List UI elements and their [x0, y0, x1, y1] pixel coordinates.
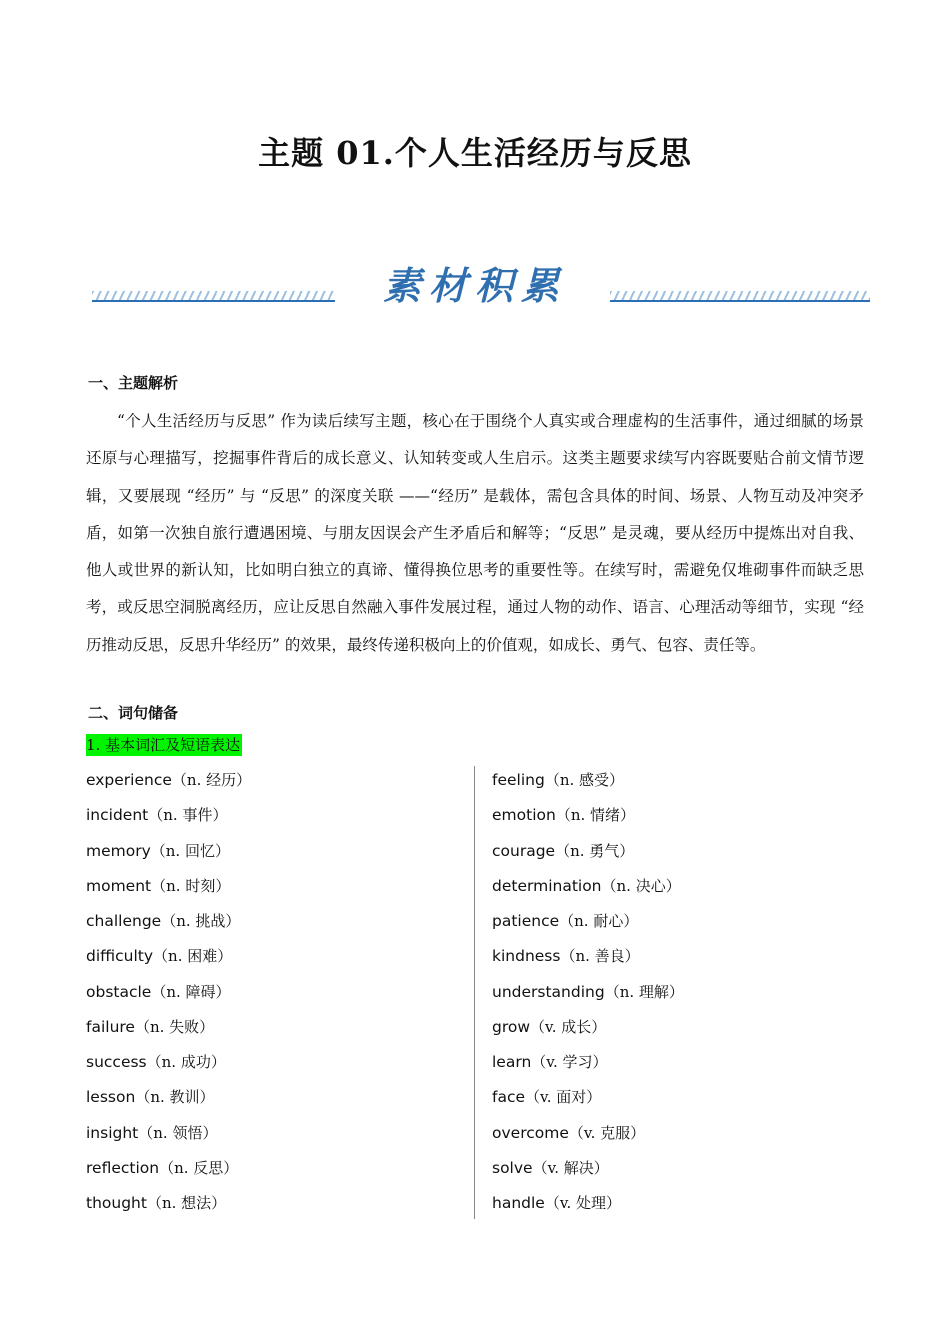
vocab-word: determination	[492, 876, 602, 895]
vocab-word: solve	[492, 1158, 533, 1177]
vocab-meaning: （v. 学习）	[531, 1053, 608, 1071]
vocab-item	[86, 1191, 251, 1226]
vocab-meaning: （n. 事件）	[148, 806, 228, 825]
vocab-meaning: （v. 解决）	[532, 1158, 609, 1177]
vocab-item	[86, 1050, 251, 1085]
vocab-meaning: （n. 失败）	[134, 1017, 215, 1036]
highlighted-subheading: 1. 基本词汇及短语表达	[86, 736, 241, 754]
vocab-word: handle	[492, 1194, 545, 1212]
vocab-meaning: （n. 想法）	[146, 1194, 227, 1212]
vocab-item	[492, 909, 684, 944]
vocab-item	[86, 874, 251, 909]
vocab-meaning: （n. 经历）	[171, 771, 252, 789]
vocab-item	[492, 1015, 684, 1050]
vocab-item	[492, 1050, 684, 1085]
vocab-item	[86, 803, 251, 838]
vocab-item	[86, 768, 251, 803]
vocab-meaning: （n. 情绪）	[555, 806, 636, 825]
vocab-word: insight	[86, 1123, 139, 1142]
page-title: 主题 01.个人生活经历与反思	[258, 134, 692, 172]
vocab-word: feeling	[492, 771, 545, 789]
vocab-item	[86, 1015, 251, 1050]
vocab-word: emotion	[492, 806, 556, 825]
column-divider	[474, 766, 475, 1219]
vocab-meaning: （n. 感受）	[544, 771, 625, 789]
vocab-meaning: （n. 挑战）	[161, 912, 241, 930]
vocab-meaning: （n. 成功）	[146, 1053, 226, 1071]
vocab-item	[86, 839, 251, 874]
vocab-item	[86, 980, 251, 1015]
vocab-meaning: （n. 障碍）	[151, 982, 231, 1001]
vocab-item	[86, 1121, 251, 1156]
vocab-meaning: （n. 理解）	[604, 982, 684, 1001]
vocab-meaning: （v. 面对）	[525, 1088, 602, 1107]
vocab-word: success	[86, 1053, 147, 1071]
vocab-word: failure	[86, 1017, 135, 1036]
vocab-list-left	[86, 768, 251, 1226]
vocab-list-right	[492, 768, 684, 1226]
banner-left-rule	[92, 291, 335, 302]
vocab-word: experience	[86, 771, 172, 789]
section-banner	[88, 255, 872, 315]
vocab-meaning: （v. 克服）	[568, 1123, 646, 1142]
vocab-word: overcome	[492, 1123, 569, 1142]
vocab-meaning: （n. 回忆）	[150, 841, 230, 860]
vocab-word: patience	[492, 912, 560, 930]
vocab-meaning: （n. 困难）	[153, 947, 233, 966]
vocab-meaning: （n. 领悟）	[138, 1123, 218, 1142]
vocab-word: difficulty	[86, 947, 154, 966]
theme-analysis-paragraph: “个人生活经历与反思” 作为读后续写主题，核心在于围绕个人真实或合理虚构的生活事件，通过细腻的场景还原与心理描写，挖掘事件背后的成长意义、认知转变或人生启示。这类主题要求续写内容既要贴合前文情节逻辑，又要展现 “经历” 与 “反思” 的深度关联 ——“经历” 是载体，需包含具体的时间、场景、人物互动及冲突矛盾，如第一次独自旅行遭遇困境、与朋友因误会产生矛盾后和解等；“反思” 是灵魂，要从经历中提炼出对自我、他人或世界的新认知，比如明白独立的真谛、懂得换位思考的重要性等。在续写时，需避免仅堆砌事件而缺乏思考，或反思空洞脱离经历，应让反思自然融入事件发展过程，通过人物的动作、语言、心理活动等细节，实现 “经历推动反思，反思升华经历” 的效果，最终传递积极向上的价值观，如成长、勇气、包容、责任等。	[86, 412, 864, 654]
vocab-item	[86, 1156, 251, 1191]
vocab-meaning: （n. 善良）	[560, 947, 640, 966]
banner-right-rule	[610, 291, 870, 302]
vocab-item	[492, 1121, 684, 1156]
vocab-item	[86, 909, 251, 944]
vocab-item	[492, 1085, 684, 1120]
vocab-item	[86, 944, 251, 979]
vocab-item	[492, 1191, 684, 1226]
vocab-item	[492, 768, 684, 803]
section-heading-vocabulary: 二、词句储备	[88, 704, 179, 722]
vocab-word: understanding	[492, 982, 605, 1001]
vocab-word: thought	[86, 1194, 147, 1212]
vocab-meaning: （v. 处理）	[544, 1194, 622, 1212]
banner-title: 素材积累	[382, 263, 567, 308]
vocab-word: moment	[86, 876, 152, 895]
vocab-word: memory	[86, 841, 151, 860]
vocab-meaning: （n. 反思）	[159, 1158, 239, 1177]
vocab-meaning: （v. 成长）	[530, 1017, 607, 1036]
vocab-word: courage	[492, 841, 556, 860]
vocab-item	[492, 839, 684, 874]
vocab-word: grow	[492, 1017, 531, 1036]
vocab-word: incident	[86, 806, 149, 825]
vocab-word: face	[492, 1088, 526, 1107]
vocab-item	[492, 803, 684, 838]
vocab-word: learn	[492, 1053, 532, 1071]
vocab-word: kindness	[492, 947, 561, 966]
vocab-meaning: （n. 勇气）	[555, 841, 635, 860]
vocab-item	[86, 1085, 251, 1120]
vocab-item	[492, 944, 684, 979]
vocab-item	[492, 874, 684, 909]
vocab-item	[492, 1156, 684, 1191]
vocab-word: obstacle	[86, 982, 152, 1001]
vocab-meaning: （n. 时刻）	[151, 876, 231, 895]
vocab-word: lesson	[86, 1088, 136, 1107]
vocab-word: challenge	[86, 912, 162, 930]
vocab-word: reflection	[86, 1158, 160, 1177]
vocab-meaning: （n. 教训）	[135, 1088, 215, 1107]
vocab-meaning: （n. 耐心）	[559, 912, 639, 930]
section-heading-theme-analysis: 一、主题解析	[88, 374, 179, 392]
vocab-item	[492, 980, 684, 1015]
vocab-meaning: （n. 决心）	[601, 876, 681, 895]
